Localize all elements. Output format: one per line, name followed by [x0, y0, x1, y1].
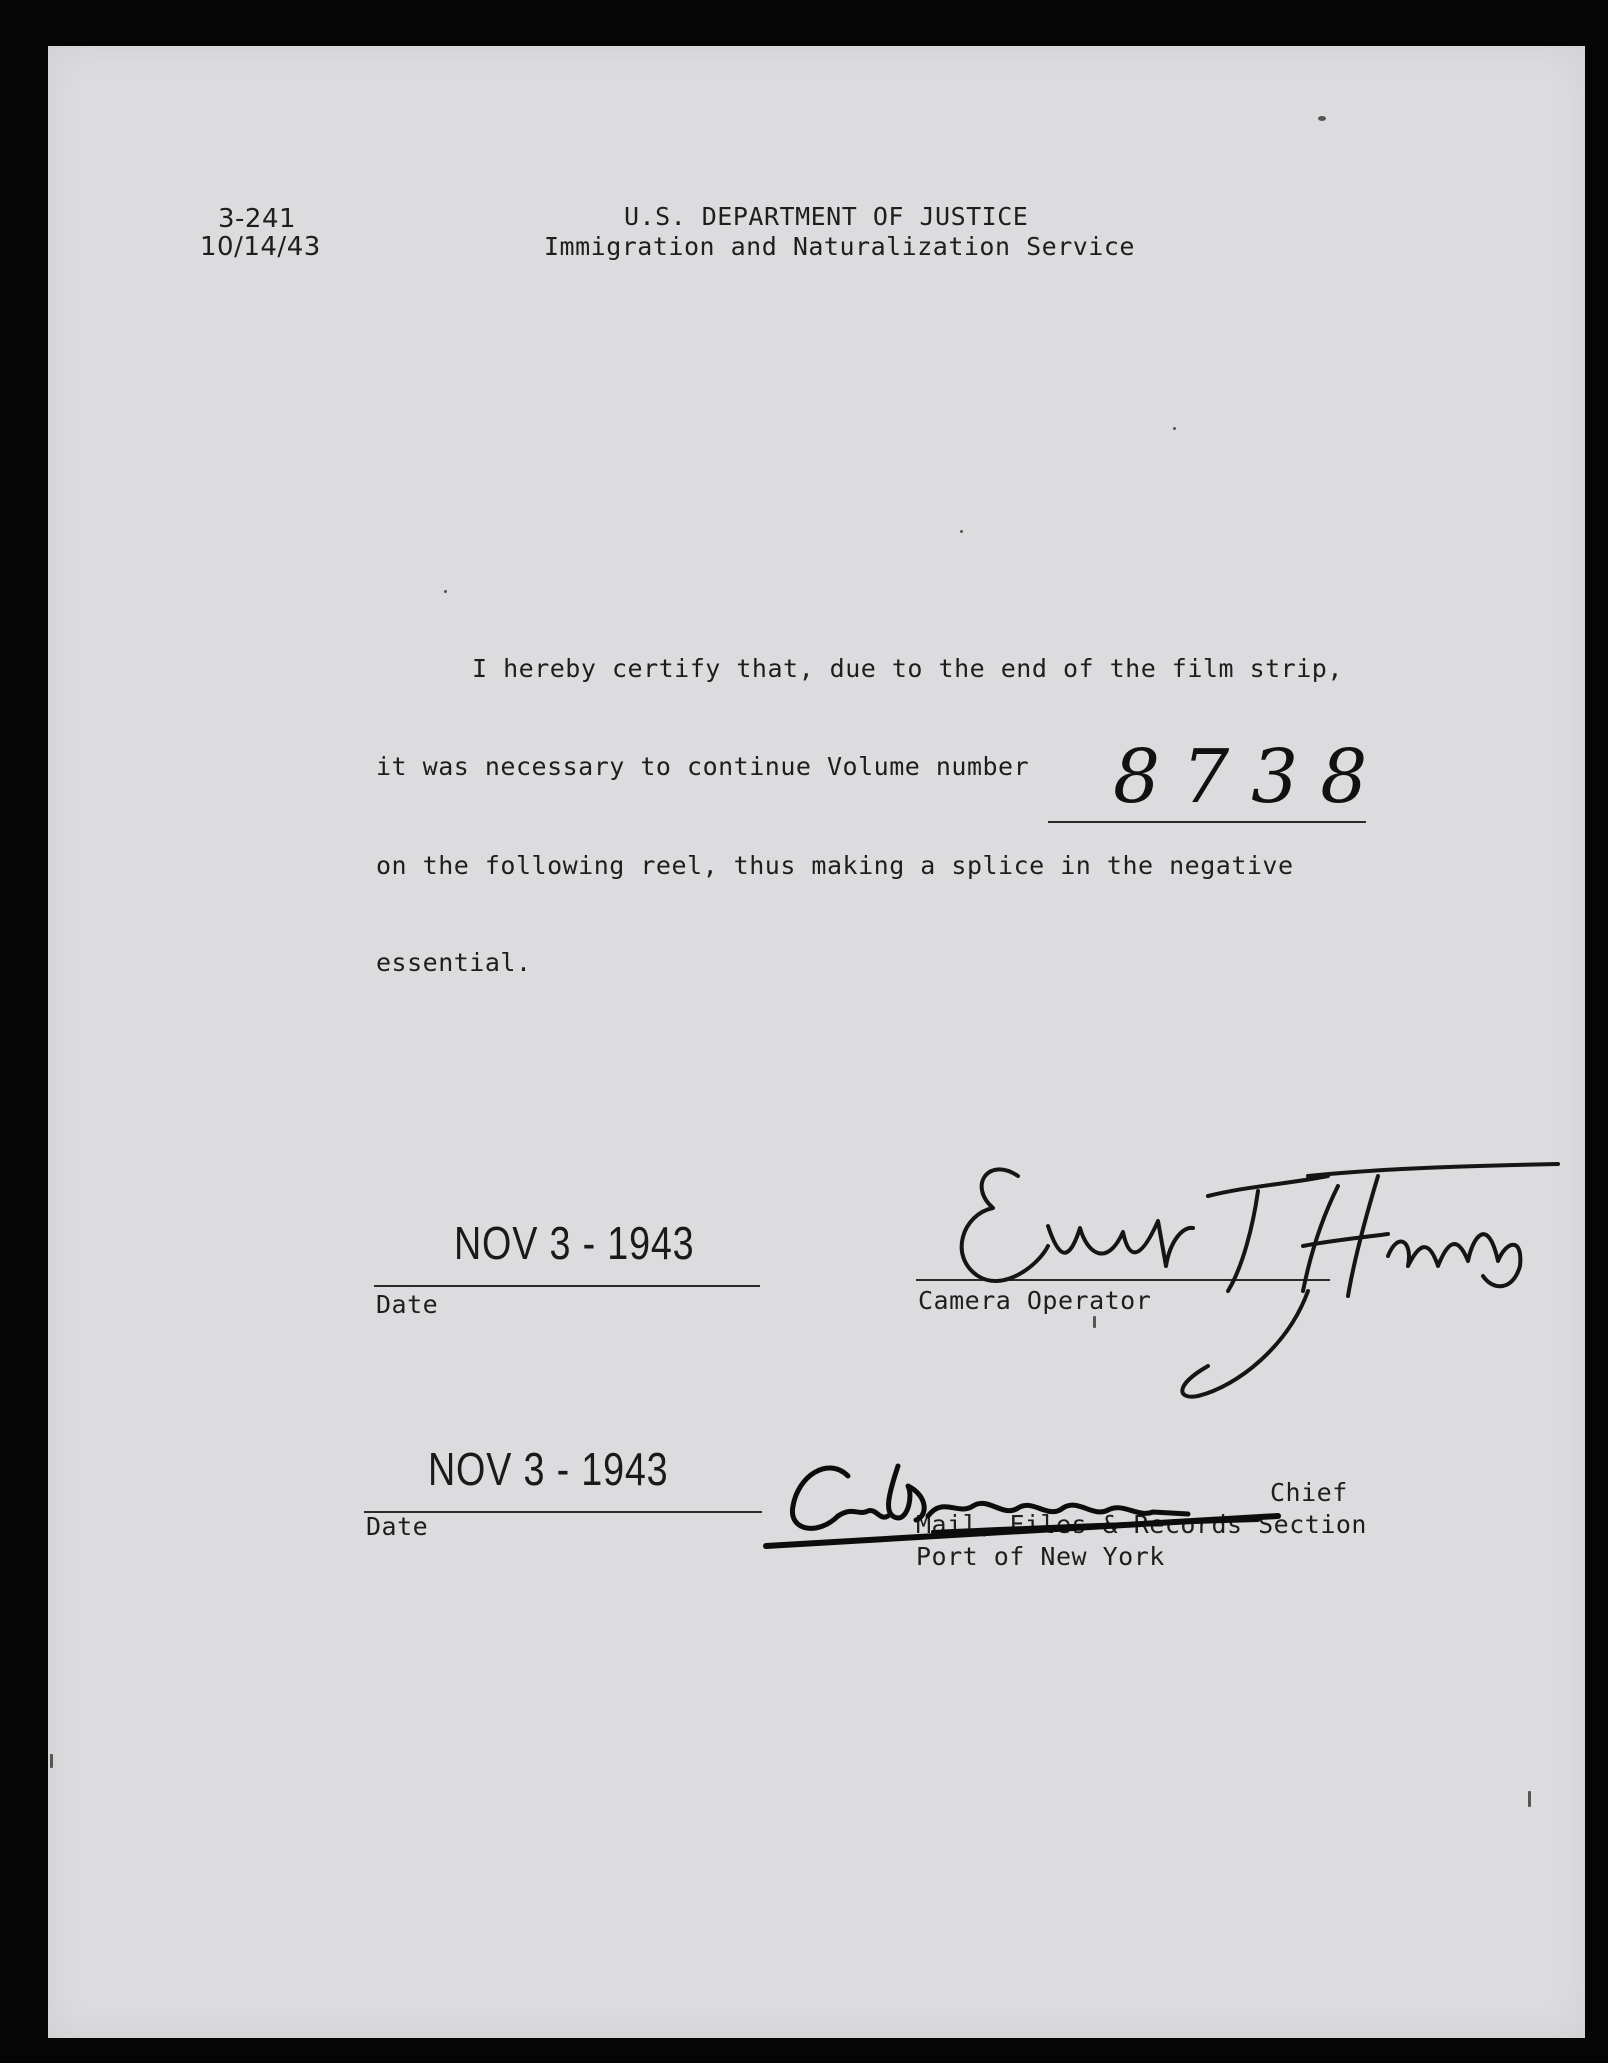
certificate-line-1: I hereby certify that, due to the end of the film strip,	[472, 654, 1343, 683]
camera-date-line	[374, 1285, 760, 1287]
camera-operator-signature	[908, 1116, 1568, 1406]
chief-signature	[758, 1436, 1298, 1576]
document-page	[48, 46, 1585, 2038]
certificate-line-4: essential.	[376, 948, 532, 977]
certificate-line-2-prefix: it was necessary to continue Volume number	[376, 752, 1030, 781]
department-heading: U.S. DEPARTMENT OF JUSTICE	[624, 202, 1029, 231]
volume-number-underline	[1048, 821, 1366, 823]
camera-operator-label: Camera Operator	[918, 1286, 1152, 1315]
chief-section-line: Mail, Files & Records Section	[916, 1510, 1367, 1539]
certificate-line-3: on the following reel, thus making a splice in the negative	[376, 851, 1294, 880]
form-number: 3-241	[218, 204, 297, 234]
scan-speck	[1318, 116, 1326, 121]
service-heading: Immigration and Naturalization Service	[544, 232, 1135, 261]
scan-speck	[50, 1754, 53, 1768]
camera-date-label: Date	[376, 1290, 439, 1319]
scan-speck	[1093, 1316, 1096, 1328]
chief-port-line: Port of New York	[916, 1542, 1165, 1571]
scan-speck	[1528, 1791, 1531, 1807]
scan-speck	[1173, 427, 1176, 430]
chief-date-stamp: NOV 3 - 1943	[428, 1443, 669, 1495]
scan-speck	[444, 590, 447, 593]
chief-date-label: Date	[366, 1512, 429, 1541]
form-revision-date: 10/14/43	[200, 232, 321, 262]
chief-title: Chief	[1270, 1478, 1348, 1507]
scan-speck	[960, 530, 963, 533]
camera-date-stamp: NOV 3 - 1943	[454, 1217, 695, 1269]
volume-number-handwritten: 8738	[1113, 734, 1390, 820]
